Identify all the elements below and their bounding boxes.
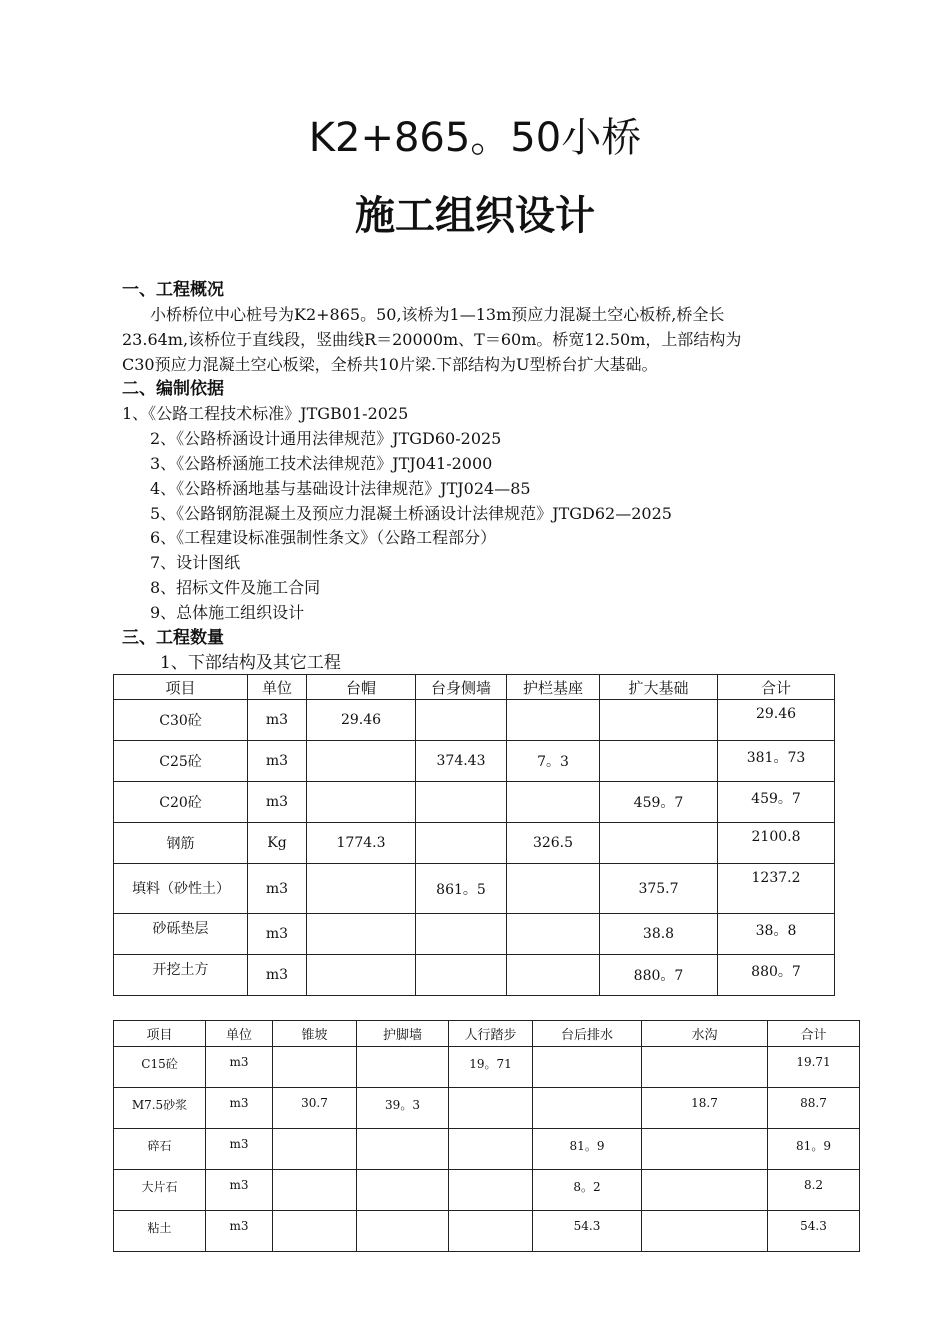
table-cell: M7.5砂浆 xyxy=(114,1088,206,1129)
table-cell: 7。3 xyxy=(507,741,600,782)
section3-subheading: 1、下部结构及其它工程 xyxy=(160,653,341,673)
table-cell: 19。71 xyxy=(449,1047,533,1088)
column-header: 台后排水 xyxy=(533,1021,642,1047)
table-cell: 29.46 xyxy=(307,700,416,741)
table-cell xyxy=(507,955,600,996)
table-cell xyxy=(307,782,416,823)
table-cell: Kg xyxy=(248,823,307,864)
table-cell xyxy=(507,864,600,914)
table-cell xyxy=(507,700,600,741)
section1-line: 23.64m,该桥位于直线段，竖曲线R＝20000m、T＝60m。桥宽12.50m，上部结构为 xyxy=(122,330,742,349)
table-cell: 18.7 xyxy=(642,1088,768,1129)
table-cell: m3 xyxy=(206,1129,273,1170)
table-cell: m3 xyxy=(248,864,307,914)
column-header: 人行踏步 xyxy=(449,1021,533,1047)
table-cell: C25砼 xyxy=(114,741,248,782)
table-cell: m3 xyxy=(206,1170,273,1211)
table-row xyxy=(114,700,835,741)
table-cell xyxy=(416,782,507,823)
basis-item: 3、《公路桥涵施工技术法律规范》JTJ041-2000 xyxy=(150,454,493,473)
table-cell xyxy=(533,1047,642,1088)
table-cell: 砂砾垫层 xyxy=(114,914,248,955)
table-cell: C20砼 xyxy=(114,782,248,823)
table-cell xyxy=(642,1211,768,1252)
table-cell xyxy=(273,1047,357,1088)
table-row xyxy=(114,864,835,914)
table-cell: 54.3 xyxy=(533,1211,642,1252)
table-row xyxy=(114,741,835,782)
table-cell xyxy=(507,782,600,823)
table-cell: 38。8 xyxy=(718,914,835,955)
table-cell: 填料（砂性土） xyxy=(114,864,248,914)
table-row xyxy=(114,914,835,955)
column-header: 台帽 xyxy=(307,675,416,700)
table-cell xyxy=(449,1088,533,1129)
table-cell: 1237.2 xyxy=(718,864,835,914)
document-subtitle: 施工组织设计 xyxy=(355,193,595,239)
table-cell xyxy=(357,1170,449,1211)
section3-heading: 三、工程数量 xyxy=(122,628,224,648)
column-header: 水沟 xyxy=(642,1021,768,1047)
section1-line: 小桥桥位中心桩号为K2+865。50,该桥为1—13m预应力混凝土空心板桥,桥全长 xyxy=(150,305,725,324)
table-cell: m3 xyxy=(248,782,307,823)
column-header: 合计 xyxy=(768,1021,860,1047)
basis-item: 5、《公路钢筋混凝土及预应力混凝土桥涵设计法律规范》JTGD62—2025 xyxy=(150,504,672,523)
table-cell: 459。7 xyxy=(600,782,718,823)
basis-item: 2、《公路桥涵设计通用法律规范》JTGD60-2025 xyxy=(150,429,502,448)
table-cell: 开挖土方 xyxy=(114,955,248,996)
table-cell xyxy=(600,823,718,864)
table-cell: m3 xyxy=(206,1047,273,1088)
table-row xyxy=(114,1047,860,1088)
table-cell: m3 xyxy=(206,1088,273,1129)
table-row xyxy=(114,782,835,823)
table-cell: 326.5 xyxy=(507,823,600,864)
table-cell: 38.8 xyxy=(600,914,718,955)
table-row xyxy=(114,1211,860,1252)
basis-item: 4、《公路桥涵地基与基础设计法律规范》JTJ024—85 xyxy=(150,479,531,498)
column-header: 单位 xyxy=(248,675,307,700)
table-cell xyxy=(600,741,718,782)
table-cell xyxy=(449,1170,533,1211)
table-cell: m3 xyxy=(248,741,307,782)
table-cell: 81。9 xyxy=(533,1129,642,1170)
table-cell xyxy=(307,741,416,782)
table-row xyxy=(114,823,835,864)
table-cell: 8。2 xyxy=(533,1170,642,1211)
table-cell xyxy=(357,1047,449,1088)
table-row xyxy=(114,955,835,996)
table-cell: 54.3 xyxy=(768,1211,860,1252)
table-cell xyxy=(307,955,416,996)
table-cell: 381。73 xyxy=(718,741,835,782)
table-cell: 8.2 xyxy=(768,1170,860,1211)
table-cell xyxy=(642,1047,768,1088)
column-header: 锥坡 xyxy=(273,1021,357,1047)
table-cell: 碎石 xyxy=(114,1129,206,1170)
table-cell: m3 xyxy=(206,1211,273,1252)
table-cell xyxy=(357,1129,449,1170)
table-cell xyxy=(533,1088,642,1129)
table-cell: 大片石 xyxy=(114,1170,206,1211)
table-cell: 粘土 xyxy=(114,1211,206,1252)
quantity-table-2 xyxy=(113,1020,860,1252)
column-header: 护栏基座 xyxy=(507,675,600,700)
section1-line: C30预应力混凝土空心板梁，全桥共10片梁.下部结构为U型桥台扩大基础。 xyxy=(122,355,658,374)
table-cell: 861。5 xyxy=(416,864,507,914)
column-header: 护脚墙 xyxy=(357,1021,449,1047)
table-cell xyxy=(642,1170,768,1211)
table-cell xyxy=(357,1211,449,1252)
column-header: 合计 xyxy=(718,675,835,700)
column-header: 扩大基础 xyxy=(600,675,718,700)
table-cell: 19.71 xyxy=(768,1047,860,1088)
quantity-table-1 xyxy=(113,674,835,996)
table-cell: 880。7 xyxy=(718,955,835,996)
table-cell xyxy=(416,700,507,741)
basis-item: 1、《公路工程技术标准》JTGB01-2025 xyxy=(122,404,409,423)
table-cell: 2100.8 xyxy=(718,823,835,864)
table-cell: 375.7 xyxy=(600,864,718,914)
table-cell: m3 xyxy=(248,914,307,955)
table-cell xyxy=(307,914,416,955)
basis-item: 6、《工程建设标准强制性条文》（公路工程部分） xyxy=(150,528,497,547)
table-cell: 1774.3 xyxy=(307,823,416,864)
basis-item: 7、设计图纸 xyxy=(150,553,241,572)
column-header: 项目 xyxy=(114,675,248,700)
table-cell: C30砼 xyxy=(114,700,248,741)
table-row xyxy=(114,1170,860,1211)
table-cell: 88.7 xyxy=(768,1088,860,1129)
table-cell xyxy=(416,823,507,864)
table-cell: 880。7 xyxy=(600,955,718,996)
table-header-row xyxy=(114,675,835,700)
table-cell xyxy=(449,1129,533,1170)
table-cell xyxy=(273,1129,357,1170)
table-cell xyxy=(307,864,416,914)
table-cell: m3 xyxy=(248,700,307,741)
section2-heading: 二、编制依据 xyxy=(122,379,224,399)
table-cell xyxy=(273,1211,357,1252)
table-cell xyxy=(449,1211,533,1252)
basis-item: 9、总体施工组织设计 xyxy=(150,603,305,622)
table-cell xyxy=(507,914,600,955)
table-cell xyxy=(416,914,507,955)
column-header: 项目 xyxy=(114,1021,206,1047)
table-cell: 374.43 xyxy=(416,741,507,782)
table-cell xyxy=(416,955,507,996)
table-cell: 钢筋 xyxy=(114,823,248,864)
table-cell: C15砼 xyxy=(114,1047,206,1088)
basis-item: 8、招标文件及施工合同 xyxy=(150,578,321,597)
table-cell: 30.7 xyxy=(273,1088,357,1129)
table-cell: 29.46 xyxy=(718,700,835,741)
table-cell: 81。9 xyxy=(768,1129,860,1170)
table-header-row xyxy=(114,1021,860,1047)
section1-heading: 一、工程概况 xyxy=(122,280,224,300)
column-header: 单位 xyxy=(206,1021,273,1047)
document-title: K2+865。50小桥 xyxy=(308,115,642,161)
table-cell xyxy=(642,1129,768,1170)
table-cell: m3 xyxy=(248,955,307,996)
table-cell xyxy=(600,700,718,741)
table-cell: 459。7 xyxy=(718,782,835,823)
column-header: 台身侧墙 xyxy=(416,675,507,700)
table-cell xyxy=(273,1170,357,1211)
table-row xyxy=(114,1129,860,1170)
table-row xyxy=(114,1088,860,1129)
table-cell: 39。3 xyxy=(357,1088,449,1129)
